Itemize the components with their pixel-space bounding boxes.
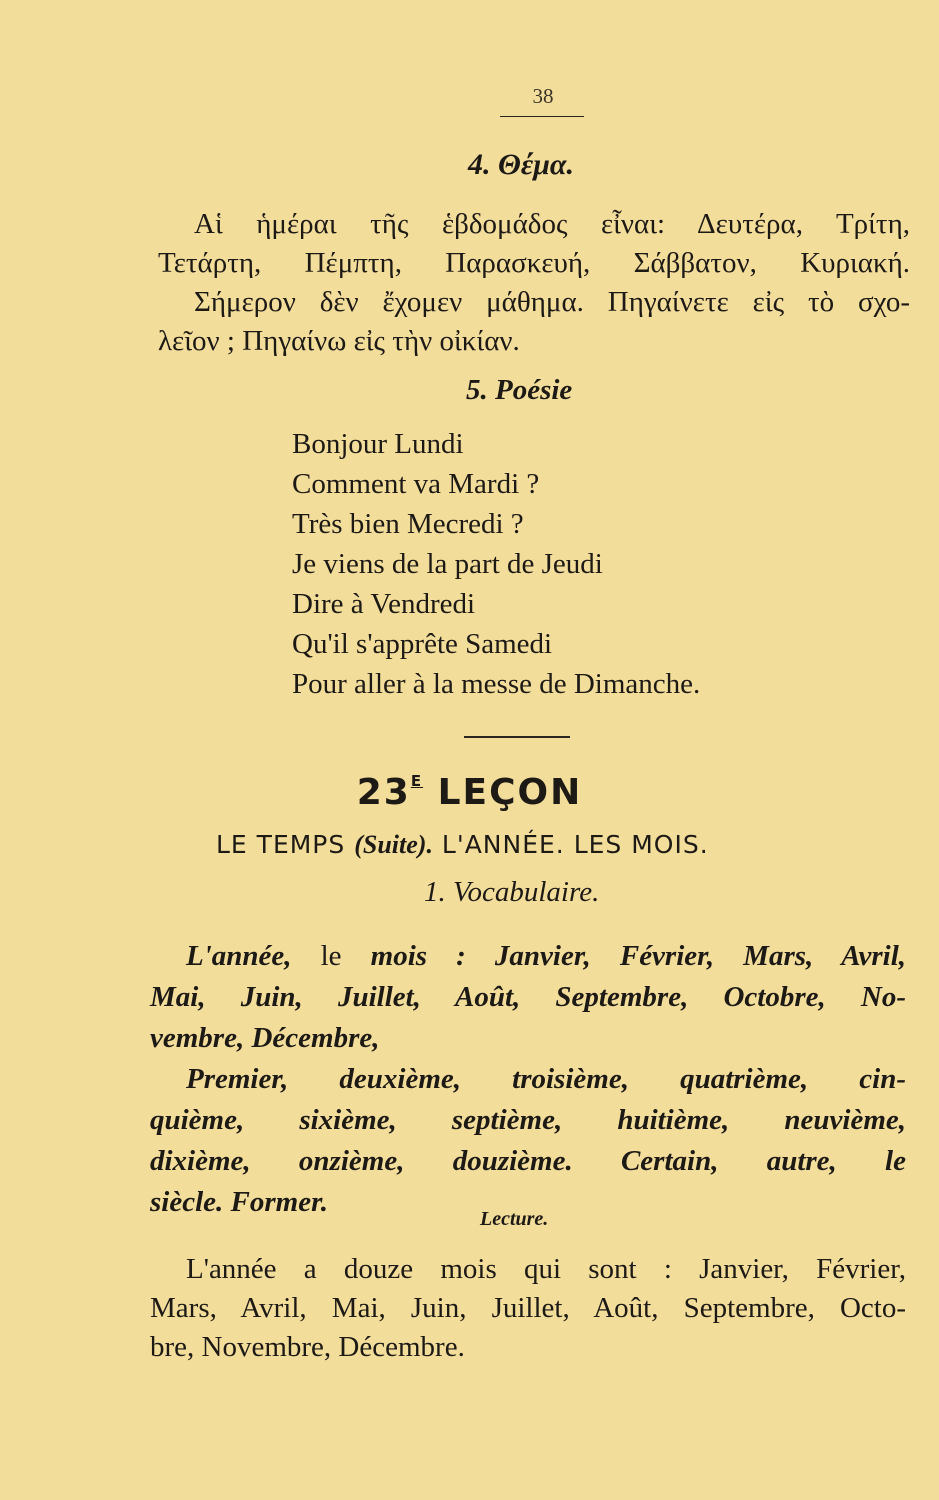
subtitle-suite: (Suite). [354, 830, 433, 859]
lesson-word: LEÇON [437, 772, 583, 813]
subtitle-end: L'ANNÉE. LES MOIS. [441, 830, 709, 859]
lesson-suffix: E [410, 772, 424, 790]
lecture-line: Mars, Avril, Mai, Juin, Juillet, Août, Septembre, Octo- [150, 1292, 906, 1324]
vocab-months-1: mois : Janvier, Février, Mars, Avril, [370, 940, 907, 972]
poem-line: Dire à Vendredi [292, 588, 476, 620]
lecture-line: bre, Novembre, Décembre. [150, 1331, 465, 1363]
lesson-number: 23 [356, 772, 411, 813]
vocab-line: Mai, Juin, Juillet, Août, Septembre, Octobre, No- [150, 981, 906, 1013]
vocab-line: siècle. Former. [150, 1186, 329, 1218]
poem-line: Qu'il s'apprête Samedi [292, 628, 553, 660]
lesson-title [0, 772, 939, 813]
poem-line: Je viens de la part de Jeudi [292, 548, 603, 580]
greek-paragraph [158, 205, 910, 361]
lecture-paragraph [150, 1250, 906, 1367]
poem-line: Bonjour Lundi [292, 428, 464, 460]
vocab-annee: L'année, [186, 940, 292, 972]
vocab-line-1 [150, 936, 906, 977]
greek-line: Σήμερον δὲν ἔχομεν μάθημα. Πηγαίνετε εἰς τὸ σχο- [194, 286, 910, 318]
greek-line: Αἱ ἡμέραι τῆς ἑβδομάδος εἶναι: Δευτέρα, Τρίτη, [194, 208, 910, 240]
vocab-line: quième, sixième, septième, huitième, neuvième, [150, 1104, 906, 1136]
page-number: 38 [532, 84, 554, 108]
subtitle-start: LE TEMPS [216, 830, 346, 859]
greek-line: Τετάρτη, Πέμπτη, Παρασκευή, Σάββατον, Κυριακή. [158, 247, 910, 279]
lecture-label: Lecture. [480, 1208, 549, 1230]
lecture-line: L'année a douze mois qui sont : Janvier, Février, [186, 1253, 906, 1285]
poem-line: Comment va Mardi ? [292, 468, 540, 500]
vocab-line: dixième, onzième, douzième. Certain, autre, le [150, 1145, 906, 1177]
poem-heading: 5. Poésie [466, 374, 573, 406]
greek-line: λεῖον ; Πηγαίνω εἰς τὴν οἰκίαν. [158, 325, 520, 357]
greek-heading: 4. Θέμα. [468, 148, 574, 181]
vocab-line: vembre, Décembre, [150, 1022, 380, 1054]
poem-line: Pour aller à la messe de Dimanche. [292, 668, 701, 700]
poem [292, 424, 700, 704]
section-divider [464, 736, 570, 738]
vocab-le: le [320, 940, 342, 972]
poem-line: Très bien Mecredi ? [292, 508, 524, 540]
lesson-subtitle [216, 830, 709, 860]
vocabulary-list [150, 936, 906, 1223]
vocabulary-heading: 1. Vocabulaire. [424, 876, 600, 908]
page-number-rule [500, 116, 584, 117]
vocab-line: Premier, deuxième, troisième, quatrième, cin- [186, 1063, 906, 1095]
